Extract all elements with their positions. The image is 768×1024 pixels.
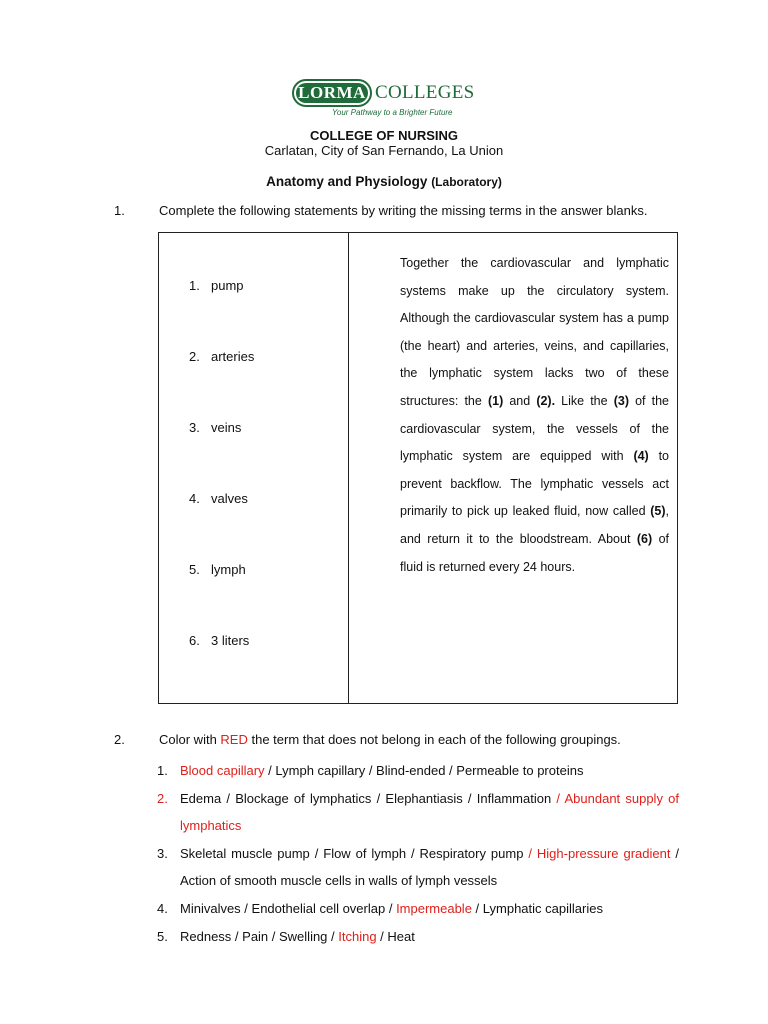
grouping-item (157, 895, 679, 923)
question-1-number: 1. (114, 203, 125, 218)
blank-marker: (6) (636, 531, 653, 546)
answer-text: pump (211, 278, 244, 293)
answer-number: 2. (189, 349, 200, 364)
grouping-number: 2. (157, 790, 168, 806)
answer-item (189, 562, 254, 633)
grouping-term: Skeletal muscle pump / Flow of lymph / Respiratory pump (180, 845, 529, 861)
odd-term-highlight: / Abundant supply of lymphatics (180, 790, 679, 834)
instruction-red-word: RED (220, 732, 248, 747)
grouping-number: 1. (157, 763, 168, 778)
college-address: Carlatan, City of San Fernando, La Union (264, 143, 504, 158)
grouping-list (157, 757, 679, 950)
grouping-number: 3. (157, 845, 168, 861)
logo-badge (292, 79, 372, 107)
answer-text: arteries (211, 349, 255, 364)
answer-number: 5. (189, 562, 200, 577)
grouping-term: / Heat (376, 928, 415, 944)
grouping-term: Redness / Pain / Swelling / (180, 928, 339, 944)
passage-segment: , and return it to the bloodstream. About (400, 504, 669, 546)
odd-term-highlight: Itching (338, 928, 377, 944)
blank-marker: (3) (613, 393, 629, 408)
grouping-item (157, 757, 679, 785)
passage-segment: Like the (555, 393, 614, 408)
college-logo (292, 79, 482, 121)
blank-marker: (1) (487, 393, 504, 408)
passage-segment: and (503, 393, 537, 408)
answer-item (189, 491, 254, 562)
grouping-number: 5. (157, 928, 168, 944)
answer-number: 6. (189, 633, 200, 648)
grouping-item (157, 785, 679, 840)
answer-item (189, 633, 254, 704)
logo-tagline: Your Pathway to a Brighter Future (332, 108, 453, 117)
question-2-number: 2. (114, 732, 125, 747)
logo-wordmark: COLLEGES (375, 82, 475, 103)
question-2-instruction (159, 732, 621, 748)
grouping-text (180, 757, 679, 785)
grouping-item (157, 840, 679, 895)
answer-text: 3 liters (211, 633, 250, 648)
answer-item (189, 278, 254, 349)
course-title-main: Anatomy and Physiology (266, 174, 428, 189)
passage-text (400, 250, 669, 581)
answer-text: valves (211, 491, 248, 506)
answer-item (189, 349, 254, 420)
answer-item (189, 420, 254, 491)
passage-segment: Together the cardiovascular and lymphatic systems make up the circulatory system. Although the cardiovascular system has a pump (the heart) and arteries, veins, and capillaries, the lymphatic system lacks two of these structures: the (400, 256, 669, 408)
answer-list (189, 278, 254, 704)
passage-segment: to prevent backflow. The lymphatic vessels act primarily to pick up leaked fluid, now called (400, 449, 670, 519)
answer-table (158, 232, 678, 704)
table-divider (348, 233, 349, 703)
grouping-term: Minivalves / Endothelial cell overlap / (180, 900, 397, 916)
blank-marker: (5) (650, 504, 666, 519)
grouping-item (157, 923, 679, 951)
odd-term-highlight: Impermeable (396, 900, 472, 916)
college-name: COLLEGE OF NURSING (309, 128, 459, 143)
course-title-sub: (Laboratory) (431, 175, 502, 189)
grouping-term: Edema / Blockage of lymphatics / Elephantiasis / Inflammation (180, 790, 557, 806)
odd-term-highlight: Blood capillary (180, 763, 265, 778)
passage-segment: of fluid is returned every 24 hours. (400, 531, 670, 574)
blank-marker: (4) (633, 449, 649, 464)
grouping-text (180, 895, 679, 923)
grouping-term: / Action of smooth muscle cells in walls of lymph vessels (180, 845, 679, 889)
odd-term-highlight: / High-pressure gradient (528, 845, 671, 861)
grouping-text (180, 923, 679, 951)
answer-text: lymph (211, 562, 246, 577)
answer-text: veins (211, 420, 242, 435)
question-1-instruction: Complete the following statements by writing the missing terms in the answer blanks. (159, 203, 648, 218)
grouping-term: / Lymphatic capillaries (471, 900, 603, 916)
instruction-part: the term that does not belong in each of the following groupings. (247, 732, 621, 747)
instruction-part: Color with (159, 732, 221, 747)
logo-badge-text: LORMA (296, 83, 368, 103)
grouping-text (180, 840, 679, 895)
blank-marker: (2). (536, 393, 556, 408)
answer-number: 1. (189, 278, 200, 293)
passage-segment: of the cardiovascular system, the vessels of the lymphatic system are equipped with (400, 393, 669, 464)
course-title (0, 173, 768, 191)
answer-number: 4. (189, 491, 200, 506)
grouping-number: 4. (157, 900, 168, 916)
answer-number: 3. (189, 420, 200, 435)
grouping-text (180, 785, 679, 840)
grouping-term: / Lymph capillary / Blind-ended / Permeable to proteins (264, 763, 584, 778)
